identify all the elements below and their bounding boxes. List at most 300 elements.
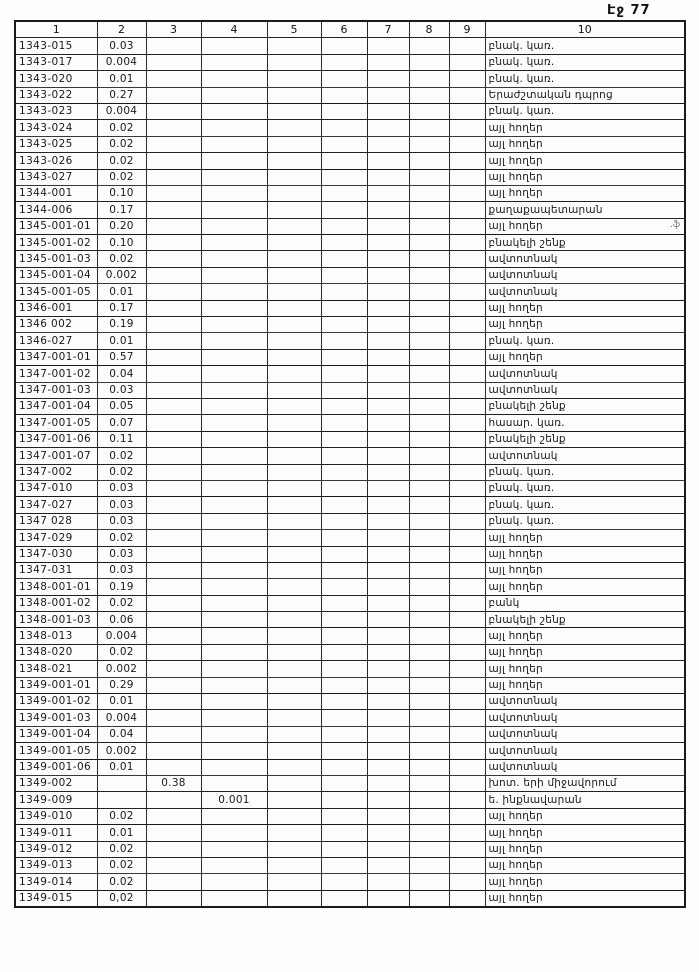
cell-value-col2: 0.02 <box>97 595 146 611</box>
cell-parcel-code: 1349-001-05 <box>15 743 97 759</box>
cell-value-col2: 0.17 <box>97 300 146 316</box>
cell-empty-col9 <box>449 743 485 759</box>
cell-value-col4 <box>201 398 267 414</box>
cell-land-use: ավտոտնակ <box>485 726 685 742</box>
cell-value-col4 <box>201 267 267 283</box>
table-row <box>15 497 685 513</box>
column-header-2: 2 <box>97 21 146 38</box>
cell-value-col2: 0.02 <box>97 251 146 267</box>
cell-parcel-code: 1347-029 <box>15 530 97 546</box>
cell-empty-col8 <box>409 153 449 169</box>
margin-smudge-mark: .ֆ <box>670 220 681 230</box>
cell-value-col4 <box>201 513 267 529</box>
column-header-5: 5 <box>267 21 321 38</box>
cell-value-col4 <box>201 169 267 185</box>
cell-empty-col9 <box>449 349 485 365</box>
cell-empty-col9 <box>449 398 485 414</box>
cell-empty-col8 <box>409 366 449 382</box>
cell-parcel-code: 1349-012 <box>15 841 97 857</box>
cell-land-use: բնակ. կառ. <box>485 103 685 119</box>
cell-empty-col7 <box>367 628 409 644</box>
cell-value-col3 <box>146 366 201 382</box>
table-row <box>15 38 685 54</box>
cell-empty-col5 <box>267 267 321 283</box>
cell-empty-col5 <box>267 185 321 201</box>
cell-land-use: ավտոտնակ <box>485 366 685 382</box>
cell-value-col4 <box>201 202 267 218</box>
cell-value-col4 <box>201 497 267 513</box>
cell-parcel-code: 1348-001-03 <box>15 612 97 628</box>
cell-value-col2: 0.02 <box>97 857 146 873</box>
cell-empty-col6 <box>321 874 367 890</box>
cell-empty-col8 <box>409 218 449 234</box>
cell-empty-col9 <box>449 530 485 546</box>
cell-value-col3 <box>146 300 201 316</box>
cell-empty-col5 <box>267 415 321 431</box>
cell-empty-col5 <box>267 497 321 513</box>
cell-land-use: այլ հողեր <box>485 317 685 333</box>
cell-parcel-code: 1345-001-05 <box>15 284 97 300</box>
cell-empty-col5 <box>267 874 321 890</box>
cell-empty-col6 <box>321 562 367 578</box>
column-header-9: 9 <box>449 21 485 38</box>
cell-empty-col7 <box>367 120 409 136</box>
cell-empty-col6 <box>321 218 367 234</box>
cell-land-use: բնակելի շենք <box>485 431 685 447</box>
cell-empty-col5 <box>267 890 321 907</box>
column-header-3: 3 <box>146 21 201 38</box>
cell-parcel-code: 1343-025 <box>15 136 97 152</box>
cell-parcel-code: 1348-013 <box>15 628 97 644</box>
cell-land-use: բնակելի շենք <box>485 612 685 628</box>
cell-value-col3 <box>146 415 201 431</box>
table-row <box>15 775 685 791</box>
cell-land-use: բնակ. կառ. <box>485 71 685 87</box>
cell-value-col3 <box>146 185 201 201</box>
cell-value-col2 <box>97 775 146 791</box>
cell-empty-col9 <box>449 366 485 382</box>
table-row <box>15 890 685 907</box>
cell-empty-col8 <box>409 874 449 890</box>
cell-land-use: ավտոտնակ <box>485 251 685 267</box>
cell-empty-col8 <box>409 726 449 742</box>
cell-empty-col6 <box>321 530 367 546</box>
cell-empty-col5 <box>267 251 321 267</box>
cell-land-use: բնակ. կառ. <box>485 513 685 529</box>
cell-empty-col8 <box>409 169 449 185</box>
cell-empty-col6 <box>321 169 367 185</box>
cell-empty-col8 <box>409 87 449 103</box>
cell-empty-col9 <box>449 579 485 595</box>
cell-empty-col7 <box>367 857 409 873</box>
cell-empty-col8 <box>409 300 449 316</box>
cell-empty-col6 <box>321 431 367 447</box>
cell-empty-col7 <box>367 185 409 201</box>
cell-empty-col5 <box>267 71 321 87</box>
column-header-4: 4 <box>201 21 267 38</box>
cell-empty-col5 <box>267 300 321 316</box>
table-row <box>15 185 685 201</box>
cell-empty-col8 <box>409 431 449 447</box>
cell-empty-col9 <box>449 251 485 267</box>
cell-parcel-code: 1347-001-07 <box>15 448 97 464</box>
column-header-8: 8 <box>409 21 449 38</box>
cell-parcel-code: 1347-001-06 <box>15 431 97 447</box>
cell-empty-col6 <box>321 480 367 496</box>
cell-value-col3 <box>146 382 201 398</box>
cell-empty-col7 <box>367 661 409 677</box>
cell-empty-col6 <box>321 841 367 857</box>
cell-empty-col8 <box>409 398 449 414</box>
cell-value-col4 <box>201 710 267 726</box>
cell-empty-col9 <box>449 415 485 431</box>
cell-empty-col7 <box>367 825 409 841</box>
cell-value-col3 <box>146 825 201 841</box>
cell-empty-col7 <box>367 284 409 300</box>
cell-empty-col9 <box>449 267 485 283</box>
cell-value-col3 <box>146 841 201 857</box>
cell-empty-col6 <box>321 398 367 414</box>
cell-land-use: այլ հողեր <box>485 530 685 546</box>
cell-parcel-code: 1345-001-04 <box>15 267 97 283</box>
cell-empty-col6 <box>321 202 367 218</box>
cell-empty-col9 <box>449 759 485 775</box>
cell-value-col2: 0.002 <box>97 661 146 677</box>
cell-land-use: բանկ <box>485 595 685 611</box>
cell-empty-col6 <box>321 775 367 791</box>
cell-empty-col5 <box>267 562 321 578</box>
cell-empty-col6 <box>321 382 367 398</box>
cell-parcel-code: 1343-026 <box>15 153 97 169</box>
cell-value-col2: 0.02 <box>97 153 146 169</box>
cell-empty-col5 <box>267 169 321 185</box>
cell-empty-col7 <box>367 595 409 611</box>
cell-empty-col8 <box>409 562 449 578</box>
table-row <box>15 251 685 267</box>
cell-empty-col9 <box>449 775 485 791</box>
cell-empty-col7 <box>367 890 409 907</box>
cell-value-col4 <box>201 562 267 578</box>
table-row <box>15 218 685 234</box>
cell-value-col4 <box>201 464 267 480</box>
cell-value-col4 <box>201 317 267 333</box>
cell-parcel-code: 1347-001-04 <box>15 398 97 414</box>
cell-empty-col9 <box>449 169 485 185</box>
cell-empty-col8 <box>409 38 449 54</box>
cell-value-col3 <box>146 464 201 480</box>
cell-value-col2: 0.002 <box>97 267 146 283</box>
cell-empty-col6 <box>321 136 367 152</box>
cell-value-col3 <box>146 595 201 611</box>
cell-land-use: բնակ. կառ. <box>485 480 685 496</box>
cell-empty-col9 <box>449 726 485 742</box>
cell-value-col3 <box>146 890 201 907</box>
cell-parcel-code: 1343-015 <box>15 38 97 54</box>
cell-empty-col6 <box>321 546 367 562</box>
cell-value-col4 <box>201 595 267 611</box>
cell-parcel-code: 1349-013 <box>15 857 97 873</box>
cell-empty-col7 <box>367 694 409 710</box>
cell-empty-col9 <box>449 382 485 398</box>
cell-parcel-code: 1349-001-02 <box>15 694 97 710</box>
cell-empty-col9 <box>449 300 485 316</box>
table-row <box>15 530 685 546</box>
cell-parcel-code: 1347-010 <box>15 480 97 496</box>
cell-empty-col5 <box>267 218 321 234</box>
cell-empty-col5 <box>267 382 321 398</box>
cell-parcel-code: 1343-020 <box>15 71 97 87</box>
cell-value-col4: 0.001 <box>201 792 267 808</box>
cell-empty-col5 <box>267 284 321 300</box>
cell-empty-col6 <box>321 448 367 464</box>
cell-empty-col7 <box>367 366 409 382</box>
cell-value-col4 <box>201 136 267 152</box>
cell-empty-col8 <box>409 595 449 611</box>
cell-empty-col6 <box>321 792 367 808</box>
cell-empty-col6 <box>321 890 367 907</box>
cell-empty-col6 <box>321 38 367 54</box>
cell-empty-col7 <box>367 497 409 513</box>
cell-empty-col9 <box>449 54 485 70</box>
cell-empty-col9 <box>449 71 485 87</box>
cell-land-use: բնակ. կառ. <box>485 497 685 513</box>
cell-value-col2: 0.03 <box>97 562 146 578</box>
cell-empty-col8 <box>409 317 449 333</box>
cell-value-col4 <box>201 857 267 873</box>
cell-parcel-code: 1345-001-01 <box>15 218 97 234</box>
cell-value-col4 <box>201 677 267 693</box>
cell-parcel-code: 1347-031 <box>15 562 97 578</box>
cell-empty-col8 <box>409 185 449 201</box>
cell-empty-col7 <box>367 841 409 857</box>
cell-value-col4 <box>201 333 267 349</box>
cell-value-col3 <box>146 431 201 447</box>
cell-empty-col8 <box>409 710 449 726</box>
cell-empty-col9 <box>449 661 485 677</box>
cell-empty-col7 <box>367 71 409 87</box>
table-row <box>15 726 685 742</box>
cell-land-use: այլ հողեր <box>485 890 685 907</box>
cell-parcel-code: 1347 028 <box>15 513 97 529</box>
cell-value-col3 <box>146 136 201 152</box>
cell-empty-col5 <box>267 513 321 529</box>
table-row <box>15 120 685 136</box>
cell-empty-col5 <box>267 759 321 775</box>
cell-empty-col6 <box>321 677 367 693</box>
cell-empty-col8 <box>409 546 449 562</box>
cell-value-col3 <box>146 54 201 70</box>
cell-empty-col9 <box>449 103 485 119</box>
cell-empty-col7 <box>367 251 409 267</box>
cell-empty-col8 <box>409 644 449 660</box>
cell-empty-col8 <box>409 349 449 365</box>
cell-value-col2: 0.04 <box>97 366 146 382</box>
cell-empty-col5 <box>267 595 321 611</box>
cell-value-col2: 0.02 <box>97 120 146 136</box>
table-row <box>15 857 685 873</box>
cell-land-use: այլ հողեր <box>485 841 685 857</box>
table-row <box>15 153 685 169</box>
cell-value-col4 <box>201 103 267 119</box>
cell-empty-col9 <box>449 431 485 447</box>
cell-parcel-code: 1349-001-01 <box>15 677 97 693</box>
table-row <box>15 300 685 316</box>
cell-land-use: այլ հողեր <box>485 300 685 316</box>
cell-value-col3 <box>146 71 201 87</box>
table-row <box>15 267 685 283</box>
table-row <box>15 759 685 775</box>
cell-empty-col7 <box>367 480 409 496</box>
cell-empty-col9 <box>449 87 485 103</box>
table-row <box>15 628 685 644</box>
cell-empty-col6 <box>321 87 367 103</box>
cell-land-use: այլ հողեր <box>485 628 685 644</box>
cell-parcel-code: 1348-001-01 <box>15 579 97 595</box>
cell-value-col3 <box>146 317 201 333</box>
cell-empty-col8 <box>409 628 449 644</box>
cell-value-col2: 0.27 <box>97 87 146 103</box>
cell-empty-col5 <box>267 677 321 693</box>
table-row <box>15 448 685 464</box>
cell-land-use: այլ հողեր <box>485 169 685 185</box>
cell-value-col4 <box>201 726 267 742</box>
cell-value-col4 <box>201 218 267 234</box>
cell-value-col3 <box>146 284 201 300</box>
cell-empty-col7 <box>367 513 409 529</box>
cell-empty-col6 <box>321 349 367 365</box>
cell-value-col3 <box>146 169 201 185</box>
table-row <box>15 284 685 300</box>
cell-empty-col9 <box>449 841 485 857</box>
cell-empty-col9 <box>449 857 485 873</box>
table-row <box>15 562 685 578</box>
cell-value-col3 <box>146 628 201 644</box>
cell-empty-col6 <box>321 71 367 87</box>
cell-empty-col9 <box>449 480 485 496</box>
cell-value-col3 <box>146 808 201 824</box>
cell-value-col4 <box>201 300 267 316</box>
cell-value-col4 <box>201 628 267 644</box>
cell-value-col2: 0.02 <box>97 808 146 824</box>
cell-empty-col5 <box>267 694 321 710</box>
cell-empty-col9 <box>449 874 485 890</box>
cell-empty-col7 <box>367 235 409 251</box>
cell-empty-col7 <box>367 431 409 447</box>
cell-empty-col7 <box>367 349 409 365</box>
cell-value-col2: 0.19 <box>97 317 146 333</box>
table-row <box>15 431 685 447</box>
cell-empty-col6 <box>321 251 367 267</box>
cell-value-col4 <box>201 775 267 791</box>
cell-empty-col9 <box>449 825 485 841</box>
cell-empty-col7 <box>367 726 409 742</box>
cell-empty-col7 <box>367 218 409 234</box>
cell-value-col2: 0.03 <box>97 382 146 398</box>
cell-value-col3 <box>146 874 201 890</box>
cell-parcel-code: 1344-006 <box>15 202 97 218</box>
cell-empty-col8 <box>409 694 449 710</box>
cell-empty-col9 <box>449 644 485 660</box>
cell-value-col2: 0.004 <box>97 54 146 70</box>
cell-empty-col5 <box>267 202 321 218</box>
table-row <box>15 612 685 628</box>
cell-empty-col6 <box>321 612 367 628</box>
table-header-row <box>15 21 685 38</box>
table-row <box>15 677 685 693</box>
cell-empty-col7 <box>367 317 409 333</box>
cell-empty-col8 <box>409 579 449 595</box>
cell-empty-col8 <box>409 54 449 70</box>
cell-empty-col9 <box>449 317 485 333</box>
cell-empty-col5 <box>267 661 321 677</box>
cell-value-col2: 0.02 <box>97 448 146 464</box>
cell-empty-col7 <box>367 743 409 759</box>
table-row <box>15 136 685 152</box>
cell-empty-col5 <box>267 857 321 873</box>
cell-empty-col7 <box>367 398 409 414</box>
cell-empty-col7 <box>367 546 409 562</box>
cell-empty-col9 <box>449 136 485 152</box>
cell-value-col3 <box>146 743 201 759</box>
cell-empty-col5 <box>267 825 321 841</box>
table-row <box>15 595 685 611</box>
cell-empty-col8 <box>409 612 449 628</box>
cell-value-col2: 0.10 <box>97 235 146 251</box>
cell-parcel-code: 1349-015 <box>15 890 97 907</box>
cell-empty-col6 <box>321 759 367 775</box>
cell-land-use: ավտոտնակ <box>485 694 685 710</box>
cell-empty-col6 <box>321 726 367 742</box>
cell-value-col2: 0.19 <box>97 579 146 595</box>
cell-value-col2: 0.004 <box>97 628 146 644</box>
cell-value-col3 <box>146 448 201 464</box>
cell-value-col2: 0.03 <box>97 497 146 513</box>
cell-value-col4 <box>201 579 267 595</box>
cell-parcel-code: 1349-011 <box>15 825 97 841</box>
cell-parcel-code: 1348-001-02 <box>15 595 97 611</box>
cell-empty-col9 <box>449 546 485 562</box>
cell-value-col4 <box>201 38 267 54</box>
cell-value-col2 <box>97 792 146 808</box>
cell-value-col2: 0.07 <box>97 415 146 431</box>
cell-empty-col7 <box>367 710 409 726</box>
cell-empty-col7 <box>367 382 409 398</box>
cell-empty-col6 <box>321 300 367 316</box>
cell-value-col3 <box>146 120 201 136</box>
cell-empty-col9 <box>449 562 485 578</box>
cell-empty-col8 <box>409 513 449 529</box>
column-header-10: 10 <box>485 21 685 38</box>
cell-value-col3 <box>146 612 201 628</box>
cell-empty-col9 <box>449 710 485 726</box>
cell-empty-col9 <box>449 185 485 201</box>
cell-value-col3 <box>146 792 201 808</box>
cell-value-col2: 0.57 <box>97 349 146 365</box>
cell-land-use: այլ հողեր <box>485 546 685 562</box>
cell-empty-col8 <box>409 267 449 283</box>
cell-empty-col7 <box>367 808 409 824</box>
table-row <box>15 333 685 349</box>
cell-value-col4 <box>201 284 267 300</box>
cell-empty-col7 <box>367 333 409 349</box>
cell-empty-col8 <box>409 382 449 398</box>
cell-parcel-code: 1343-023 <box>15 103 97 119</box>
cell-value-col3 <box>146 103 201 119</box>
cell-empty-col6 <box>321 595 367 611</box>
cell-value-col3 <box>146 644 201 660</box>
cell-empty-col8 <box>409 775 449 791</box>
cell-empty-col6 <box>321 120 367 136</box>
